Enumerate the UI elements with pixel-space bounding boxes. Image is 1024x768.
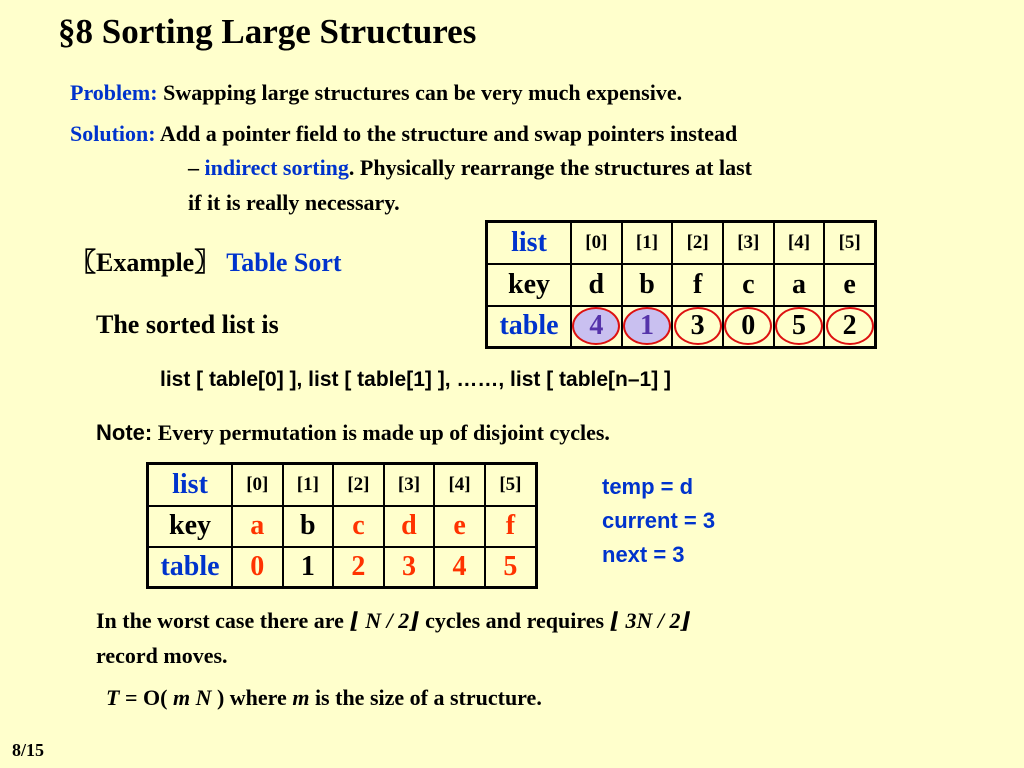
solution-text-2: . Physically rearrange the structures at last (348, 155, 752, 180)
solution-dash: – (188, 155, 205, 180)
var-next: next = 3 (602, 542, 685, 567)
complexity-line (106, 685, 542, 711)
index-cell: [3] (384, 464, 435, 506)
table-cell: 4 (434, 547, 485, 588)
complexity-t: T (106, 685, 120, 710)
example-heading (70, 242, 342, 279)
row-label-key: key (487, 264, 572, 306)
table-cell: 3 (384, 547, 435, 588)
table-cell (824, 306, 875, 348)
table-cell (622, 306, 673, 348)
highlight-circle: 2 (826, 307, 874, 345)
worst-case-line-2: record moves. (96, 643, 228, 668)
complexity-rest-1: ) where (211, 685, 293, 710)
table-row-table (148, 547, 537, 588)
index-cell: [5] (824, 222, 875, 264)
table-cell: 0 (232, 547, 283, 588)
row-label-key: key (148, 506, 233, 547)
note-text: Every permutation is made up of disjoint cycles. (157, 420, 610, 445)
solution-line-2 (188, 155, 752, 181)
complexity-m: m (172, 685, 191, 710)
note-label: Note: (96, 420, 153, 445)
key-cell: b (622, 264, 673, 306)
table-cell (723, 306, 774, 348)
solution-line-1 (70, 121, 737, 147)
highlight-circle: 3 (674, 307, 722, 345)
problem-text: Swapping large structures can be very much expensive. (163, 80, 683, 105)
key-cell: b (283, 506, 334, 547)
row-label-list: list (487, 222, 572, 264)
table-sort-initial (485, 220, 877, 349)
highlight-circle: 0 (724, 307, 772, 345)
row-label-table: table (148, 547, 233, 588)
row-label-table: table (487, 306, 572, 348)
note-line (96, 420, 610, 446)
table-row-key (148, 506, 537, 547)
table-cell (774, 306, 825, 348)
table-row-list (487, 222, 876, 264)
worst-case-text-a: In the worst case there are (96, 608, 350, 633)
index-cell: [1] (283, 464, 334, 506)
solution-label: Solution: (70, 121, 156, 146)
floor-3n-over-2: ⌊ 3N / 2⌋ (609, 608, 691, 633)
complexity-eq: = O( (119, 685, 173, 710)
solution-text-1: Add a pointer field to the structure and swap pointers instead (159, 121, 738, 146)
index-cell: [4] (434, 464, 485, 506)
table-row-list (148, 464, 537, 506)
index-cell: [5] (485, 464, 537, 506)
example-name: Table Sort (226, 248, 342, 277)
complexity-n: N (190, 685, 212, 710)
table-row-table (487, 306, 876, 348)
complexity-m2: m (292, 685, 310, 710)
slide-title: §8 Sorting Large Structures (58, 12, 477, 51)
var-temp: temp = d (602, 474, 694, 499)
table-row-key (487, 264, 876, 306)
index-cell: [2] (333, 464, 384, 506)
floor-n-over-2: ⌊ N / 2⌋ (349, 608, 420, 633)
key-cell: c (723, 264, 774, 306)
key-cell: e (824, 264, 875, 306)
solution-line-3: if it is really necessary. (188, 190, 400, 215)
index-cell: [2] (672, 222, 723, 264)
index-cell: [1] (622, 222, 673, 264)
var-current: current = 3 (602, 508, 716, 533)
index-cell: [0] (232, 464, 283, 506)
table-cell (571, 306, 622, 348)
index-cell: [0] (571, 222, 622, 264)
index-cell: [4] (774, 222, 825, 264)
index-cell: [3] (723, 222, 774, 264)
key-cell: a (774, 264, 825, 306)
key-cell: a (232, 506, 283, 547)
key-cell: f (672, 264, 723, 306)
table-cell (672, 306, 723, 348)
example-label: 〖Example〗 (70, 248, 221, 277)
key-cell: e (434, 506, 485, 547)
key-cell: f (485, 506, 537, 547)
key-cell: c (333, 506, 384, 547)
sorted-list-formula: list [ table[0] ], list [ table[1] ], ……, list [ table[n–1] ] (160, 368, 672, 391)
table-sort-final (146, 462, 538, 589)
table-cell: 2 (333, 547, 384, 588)
key-cell: d (384, 506, 435, 547)
worst-case-text-b: cycles and requires (419, 608, 610, 633)
highlight-circle: 5 (775, 307, 823, 345)
sorted-list-label: The sorted list is (96, 310, 279, 339)
row-label-list: list (148, 464, 233, 506)
key-cell: d (571, 264, 622, 306)
complexity-rest-2: is the size of a structure. (309, 685, 542, 710)
page-number: 8/15 (12, 740, 45, 760)
problem-line (70, 80, 682, 106)
problem-label: Problem: (70, 80, 158, 105)
highlight-circle: 4 (572, 307, 620, 345)
highlight-circle: 1 (623, 307, 671, 345)
worst-case-line-1 (96, 608, 691, 634)
table-cell: 1 (283, 547, 334, 588)
indirect-sorting-term: indirect sorting (204, 155, 349, 180)
table-cell: 5 (485, 547, 537, 588)
